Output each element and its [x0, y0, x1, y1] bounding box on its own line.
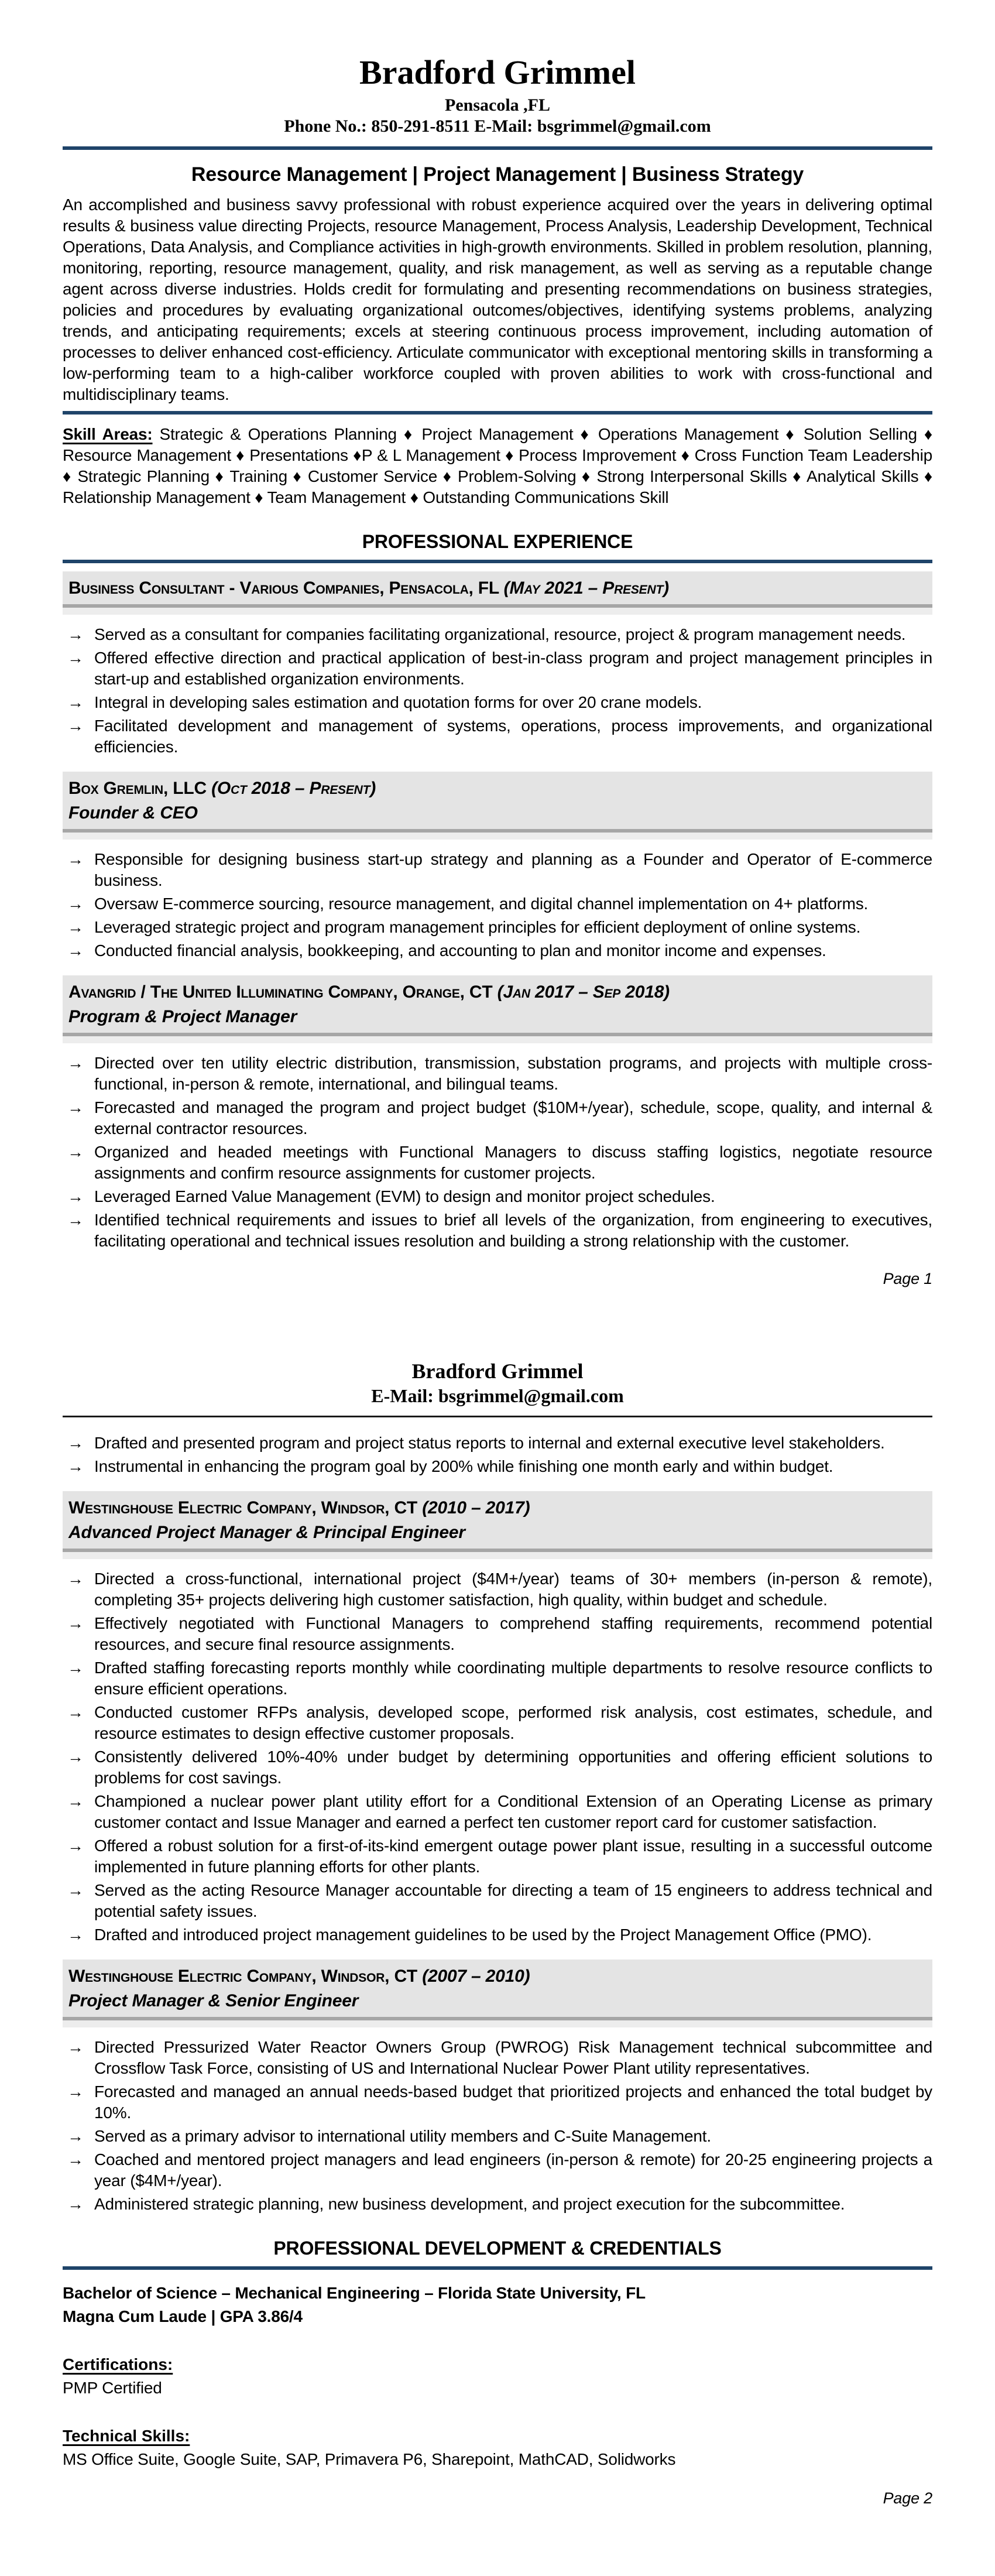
job-header-bar: [63, 772, 932, 833]
job-company: Avangrid / The United Illuminating Company, Orange, CT: [68, 982, 498, 1002]
bullet-text: Championed a nuclear power plant utility effort for a Conditional Extension of an Operating License as primary customer contact and Issue Manager and earned a perfect ten customer report card for customer satisfaction.: [94, 1792, 932, 1831]
candidate-name: Bradford Grimmel: [411, 1359, 584, 1383]
job-section-westinghouse-2010: [63, 1491, 932, 1945]
tagline: Resource Management | Project Management | Business Strategy: [191, 163, 804, 186]
arrow-icon: →: [67, 1926, 84, 1944]
job-section-avangrid: [63, 975, 932, 1252]
certifications-value: PMP Certified: [63, 2379, 162, 2397]
job-title: Program & Project Manager: [68, 1007, 297, 1026]
bullet-item: [63, 1433, 932, 1454]
contact-line: E-Mail: bsgrimmel@gmail.com: [371, 1385, 624, 1406]
technical-skills-label: Technical Skills:: [63, 2427, 190, 2445]
bullet-item: [63, 1880, 932, 1922]
job-title: Founder & CEO: [68, 803, 198, 823]
job-header-bar: [63, 1960, 932, 2020]
certifications-label: Certifications:: [63, 2355, 173, 2373]
arrow-icon: →: [67, 1187, 84, 1205]
arrow-icon: →: [67, 1211, 84, 1229]
bullet-text: Leveraged Earned Value Management (EVM) to design and monitor project schedules.: [94, 1187, 715, 1205]
bullet-item: [63, 1702, 932, 1744]
bullet-text: Directed over ten utility electric distribution, transmission, substation programs, and projects with multiple cross-functional, in-person & remote, international, and bilingual teams.: [94, 1054, 932, 1093]
bullet-item: [63, 1613, 932, 1655]
bullet-item: [63, 1210, 932, 1252]
job-header-bar: [63, 975, 932, 1036]
bullet-text: Directed a cross-functional, international project ($4M+/year) teams of 30+ members (in-person & remote), completing 35+ projects delivering high customer satisfaction, high quality, within budget and schedule.: [94, 1570, 932, 1609]
job-title: Project Manager & Senior Engineer: [68, 1991, 359, 2010]
technical-skills-value: MS Office Suite, Google Suite, SAP, Primavera P6, Sharepoint, MathCAD, Solidworks: [63, 2450, 676, 2468]
arrow-icon: →: [67, 2127, 84, 2145]
arrow-icon: →: [67, 1457, 84, 1475]
bullet-item: [63, 715, 932, 758]
bullet-text: Forecasted and managed an annual needs-based budget that prioritized projects and enhanced the total budget by 10%.: [94, 2082, 932, 2122]
bullet-text: Directed Pressurized Water Reactor Owners Group (PWROG) Risk Management technical subcommittee and Crossflow Task Force, consisting of US and International Nuclear Power Plant utility representatives.: [94, 2038, 932, 2077]
bullet-text: Facilitated development and management of systems, operations, process improvements, and organizational efficiencies.: [94, 717, 932, 756]
bullet-item: [63, 1835, 932, 1878]
job-dates: (2007 – 2010): [422, 1967, 530, 1986]
job-bar-strip: [63, 608, 932, 615]
bullet-text: Coached and mentored project managers and lead engineers (in-person & remote) for 20-25 engineering projects a year ($4M+/year).: [94, 2150, 932, 2190]
job-header-bar: [63, 571, 932, 608]
bullet-text: Organized and headed meetings with Functional Managers to discuss staffing logistics, negotiate resource assignments and confirm resource assignments for customer projects.: [94, 1143, 932, 1182]
arrow-icon: →: [67, 1614, 84, 1632]
education-block: [63, 2282, 932, 2328]
job-company-line: [68, 980, 927, 1005]
bullet-item: [63, 692, 932, 713]
arrow-icon: →: [67, 2082, 84, 2101]
bullet-item: [63, 2126, 932, 2147]
bullet-text: Leveraged strategic project and program management principles for efficient deployment of online systems.: [94, 918, 861, 936]
arrow-icon: →: [67, 1570, 84, 1588]
experience-heading: PROFESSIONAL EXPERIENCE: [362, 531, 633, 552]
page1-header: [63, 54, 932, 137]
bullet-text: Consistently delivered 10%-40% under budget by determining opportunities and offering efficient solutions to problems for cost savings.: [94, 1748, 932, 1787]
bullet-item: [63, 893, 932, 914]
page2-footer: Page 2: [883, 2489, 932, 2507]
arrow-icon: →: [67, 2195, 84, 2213]
bullet-item: [63, 1097, 932, 1139]
bullet-item: [63, 1186, 932, 1207]
education-honors: Magna Cum Laude | GPA 3.86/4: [63, 2307, 303, 2325]
arrow-icon: →: [67, 625, 84, 643]
credentials-divider: [63, 2266, 932, 2270]
bullet-list: [63, 2037, 932, 2215]
arrow-icon: →: [67, 1098, 84, 1116]
job-company-line: [68, 1964, 927, 1989]
bullet-text: Served as a primary advisor to international utility members and C-Suite Management.: [94, 2127, 711, 2145]
bullet-text: Effectively negotiated with Functional Managers to comprehend staffing requirements, recommend potential resources, and secure final resource assignments.: [94, 1614, 932, 1653]
job-dates: (Oct 2018 – Present): [211, 779, 376, 798]
bullet-list: [63, 1568, 932, 1945]
page2-header: [63, 1358, 932, 1407]
job-company: Business Consultant - Various Companies, Pensacola, FL: [68, 578, 504, 598]
bullet-item: [63, 940, 932, 961]
job-title: Advanced Project Manager & Principal Engineer: [68, 1523, 465, 1542]
bullet-item: [63, 624, 932, 645]
arrow-icon: →: [67, 895, 84, 913]
page1-footer: Page 1: [883, 1270, 932, 1287]
job-dates: (Jan 2017 – Sep 2018): [497, 982, 670, 1002]
arrow-icon: →: [67, 1837, 84, 1855]
candidate-location: Pensacola ,FL: [445, 95, 550, 115]
bullet-item: [63, 648, 932, 690]
bullet-text: Offered a robust solution for a first-of-its-kind emergent outage power plant issue, resulting in a successful outcome implemented in future planning efforts for other plants.: [94, 1837, 932, 1876]
arrow-icon: →: [67, 1748, 84, 1766]
bullet-text: Drafted and presented program and project status reports to internal and external executive level stakeholders.: [94, 1434, 885, 1452]
bullet-item: [63, 1456, 932, 1477]
job-section-box-gremlin: [63, 772, 932, 961]
job-bar-strip: [63, 2020, 932, 2027]
bullet-text: Served as a consultant for companies facilitating organizational, resource, project & program management needs.: [94, 625, 906, 643]
job-bar-strip: [63, 1036, 932, 1043]
job-company-line: [68, 1496, 927, 1520]
skill-areas-label: Skill Areas:: [63, 425, 153, 443]
job-company-line: [68, 776, 927, 801]
bullet-item: [63, 2037, 932, 2079]
bullet-text: Conducted financial analysis, bookkeeping, and accounting to plan and monitor income and expenses.: [94, 941, 826, 960]
bullet-text: Integral in developing sales estimation and quotation forms for over 20 crane models.: [94, 693, 702, 711]
arrow-icon: →: [67, 717, 84, 735]
job-dates: (2010 – 2017): [422, 1498, 530, 1517]
arrow-icon: →: [67, 1792, 84, 1810]
summary-paragraph: An accomplished and business savvy professional with robust experience acquired over the years in delivering optimal results & business value directing Projects, resource Management, Process Analysis, Leadership Development, Technical Operations, Data Analysis, and Compliance activities in high-growth environments. Skilled in problem resolution, planning, monitoring, reporting, resource management, quality, and risk management, as well as serving as a reputable change agent across diverse industries. Holds credit for formulating and presenting recommendations on business strategies, policies and procedures by evaluating organizational outcomes/objectives, identifying systems problems, analyzing trends, and anticipating requirements; excels at steering continuous process improvement, including automation of processes to deliver enhanced cost-efficiency. Articulate communicator with exceptional mentoring skills in transforming a low-performing team to a high-caliber workforce coupled with proven abilities to work with cross-functional and multidisciplinary teams.: [63, 196, 932, 403]
bullet-item: [63, 1568, 932, 1611]
bullet-list: [63, 849, 932, 961]
bullet-item: [63, 917, 932, 938]
arrow-icon: →: [67, 2038, 84, 2056]
bullet-text: Oversaw E-commerce sourcing, resource management, and digital channel implementation on 4+ platforms.: [94, 895, 869, 913]
bullet-item: [63, 1142, 932, 1184]
job-company-line: [68, 576, 927, 601]
bullet-item: [63, 2081, 932, 2123]
job-section-business-consultant: [63, 571, 932, 758]
credentials-heading: PROFESSIONAL DEVELOPMENT & CREDENTIALS: [273, 2238, 722, 2259]
arrow-icon: →: [67, 693, 84, 711]
arrow-icon: →: [67, 918, 84, 936]
bullet-item: [63, 1746, 932, 1789]
candidate-name: Bradford Grimmel: [359, 53, 636, 91]
bullet-item: [63, 2194, 932, 2215]
arrow-icon: →: [67, 1703, 84, 1721]
bullet-text: Instrumental in enhancing the program goal by 200% while finishing one month early and within budget.: [94, 1457, 833, 1475]
bullet-item: [63, 1053, 932, 1095]
page2-header-divider: [63, 1416, 932, 1417]
job-bar-strip: [63, 1552, 932, 1559]
bullet-list: [63, 624, 932, 758]
arrow-icon: →: [67, 1143, 84, 1161]
education-degree: Bachelor of Science – Mechanical Engineering – Florida State University, FL: [63, 2284, 646, 2302]
arrow-icon: →: [67, 1881, 84, 1899]
bullet-item: [63, 849, 932, 891]
job-bar-strip: [63, 833, 932, 840]
job-section-westinghouse-2007: [63, 1960, 932, 2215]
bullet-text: Identified technical requirements and issues to brief all levels of the organization, from engineering to executives, facilitating operational and technical issues resolution and building a strong relationship with the customer.: [94, 1211, 932, 1250]
bullet-text: Forecasted and managed the program and project budget ($10M+/year), schedule, scope, quality, and internal & external contractor resources.: [94, 1098, 932, 1138]
job-company: Box Gremlin, LLC: [68, 779, 212, 798]
arrow-icon: →: [67, 1434, 84, 1452]
bullet-list: [63, 1053, 932, 1252]
arrow-icon: →: [67, 1054, 84, 1072]
bullet-item: [63, 1657, 932, 1700]
skill-areas-block: [63, 411, 932, 508]
skill-areas-list: Strategic & Operations Planning ♦ Project Management ♦ Operations Management ♦ Solution Selling ♦ Resource Management ♦ Presentations ♦P & L Management ♦ Process Improvement ♦ Cross Function Team Leadership ♦ Strategic Planning ♦ Training ♦ Customer Service ♦ Problem-Solving ♦ Strong Interpersonal Skills ♦ Analytical Skills ♦ Relationship Management ♦ Team Management ♦ Outstanding Communications Skill: [63, 425, 932, 506]
experience-divider: [63, 560, 932, 563]
arrow-icon: →: [67, 941, 84, 960]
bullet-text: Drafted and introduced project management guidelines to be used by the Project Management Office (PMO).: [94, 1926, 872, 1944]
arrow-icon: →: [67, 2150, 84, 2169]
arrow-icon: →: [67, 649, 84, 667]
bullet-item: [63, 1791, 932, 1833]
bullet-text: Served as the acting Resource Manager accountable for directing a team of 15 engineers to address technical and potential safety issues.: [94, 1881, 932, 1920]
arrow-icon: →: [67, 850, 84, 868]
continuation-bullet-list: [63, 1433, 932, 1477]
bullet-item: [63, 2149, 932, 2191]
arrow-icon: →: [67, 1659, 84, 1677]
bullet-text: Drafted staffing forecasting reports monthly while coordinating multiple departments to resolve resource conflicts to ensure efficient operations.: [94, 1659, 932, 1698]
job-dates: (May 2021 – Present): [503, 578, 669, 598]
skill-areas-paragraph: [63, 424, 932, 508]
bullet-text: Administered strategic planning, new business development, and project execution for the subcommittee.: [94, 2195, 845, 2213]
job-company: Westinghouse Electric Company, Windsor, CT: [68, 1498, 423, 1517]
job-header-bar: [63, 1491, 932, 1552]
bullet-text: Responsible for designing business start-up strategy and planning as a Founder and Operator of E-commerce business.: [94, 850, 932, 889]
job-company: Westinghouse Electric Company, Windsor, CT: [68, 1967, 423, 1986]
bullet-text: Conducted customer RFPs analysis, developed scope, performed risk analysis, cost estimates, schedule, and resource estimates to design effective customer proposals.: [94, 1703, 932, 1742]
bullet-text: Offered effective direction and practical application of best-in-class program and project management principles in start-up and established organization environments.: [94, 649, 932, 688]
contact-line: Phone No.: 850-291-8511 E-Mail: bsgrimmel@gmail.com: [284, 117, 711, 136]
bullet-item: [63, 1924, 932, 1945]
header-divider: [63, 146, 932, 150]
